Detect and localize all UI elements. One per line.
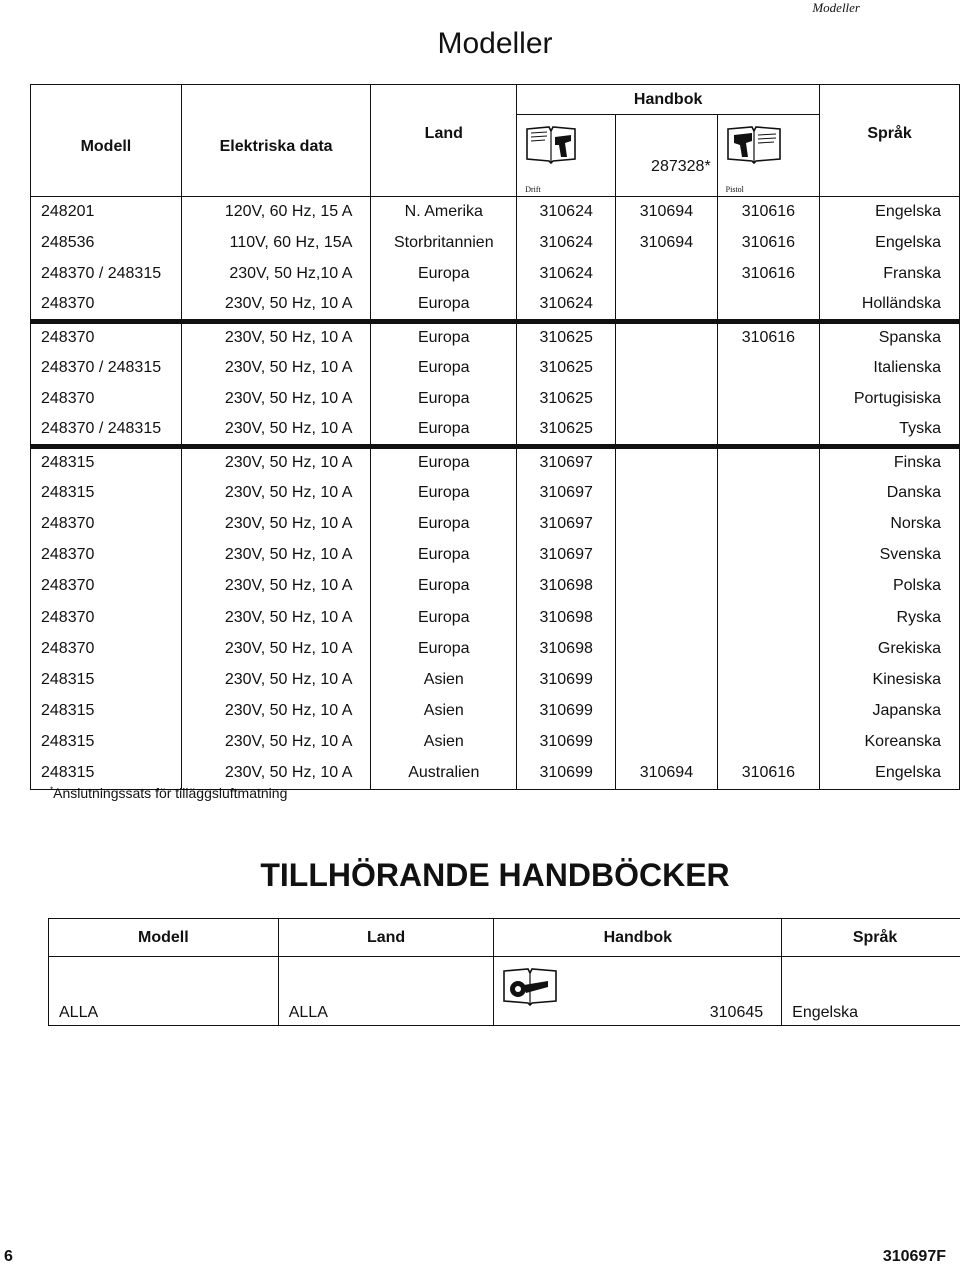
country-cell: Europa bbox=[371, 508, 517, 539]
manual-book-spraygun-icon bbox=[726, 123, 782, 167]
language-cell: Ryska bbox=[820, 602, 960, 633]
manual-cell: 310624 bbox=[517, 259, 616, 290]
manual-287328-cell bbox=[616, 571, 718, 602]
language-cell: Engelska bbox=[820, 228, 960, 259]
manual-287328-cell bbox=[616, 696, 718, 727]
manual-cell: 310624 bbox=[517, 290, 616, 321]
country-cell: Europa bbox=[371, 384, 517, 415]
manual-cell: 310699 bbox=[517, 664, 616, 695]
manual-cell: 310697 bbox=[517, 540, 616, 571]
electrical-cell: 230V, 50 Hz, 10 A bbox=[181, 571, 371, 602]
table-row bbox=[31, 571, 960, 602]
model-cell: 248370 bbox=[31, 633, 182, 664]
table-row bbox=[31, 664, 960, 695]
electrical-cell: 120V, 60 Hz, 15 A bbox=[181, 197, 371, 228]
related-manuals-table bbox=[48, 918, 960, 1026]
related-header-model: Modell bbox=[49, 919, 279, 957]
table-row bbox=[31, 727, 960, 758]
country-cell: N. Amerika bbox=[371, 197, 517, 228]
model-cell: 248370 bbox=[31, 602, 182, 633]
manual-pistol-cell bbox=[717, 727, 819, 758]
manual-pistol-cell bbox=[717, 477, 819, 508]
icon-caption-operation: Drift bbox=[525, 185, 541, 194]
country-cell: Europa bbox=[371, 290, 517, 321]
models-table bbox=[30, 84, 960, 790]
manual-287328-cell: 310694 bbox=[616, 197, 718, 228]
language-cell: Engelska bbox=[820, 758, 960, 789]
electrical-cell: 230V, 50 Hz, 10 A bbox=[181, 602, 371, 633]
electrical-cell: 230V, 50 Hz, 10 A bbox=[181, 664, 371, 695]
electrical-cell: 230V, 50 Hz, 10 A bbox=[181, 633, 371, 664]
models-table-body bbox=[31, 197, 960, 790]
table-row bbox=[31, 290, 960, 321]
manual-pistol-cell bbox=[717, 352, 819, 383]
manual-pistol-cell: 310616 bbox=[717, 259, 819, 290]
language-cell: Japanska bbox=[820, 696, 960, 727]
language-cell: Holländska bbox=[820, 290, 960, 321]
model-cell: 248315 bbox=[31, 758, 182, 789]
manual-287328-cell bbox=[616, 321, 718, 352]
manual-cell: 310699 bbox=[517, 758, 616, 789]
manual-287328-cell bbox=[616, 415, 718, 446]
electrical-cell: 230V, 50 Hz, 10 A bbox=[181, 352, 371, 383]
country-cell: Storbritannien bbox=[371, 228, 517, 259]
manual-cell: 310625 bbox=[517, 415, 616, 446]
manual-book-pump-icon bbox=[502, 965, 558, 1009]
manual-cell: 310625 bbox=[517, 384, 616, 415]
manual-287328-cell bbox=[616, 727, 718, 758]
section-title-related-manuals: TILLHÖRANDE HANDBÖCKER bbox=[260, 857, 730, 893]
language-cell: Finska bbox=[820, 446, 960, 477]
manual-cell: 310699 bbox=[517, 727, 616, 758]
country-cell: Asien bbox=[371, 664, 517, 695]
header-country: Land bbox=[371, 85, 517, 197]
electrical-cell: 230V, 50 Hz, 10 A bbox=[181, 758, 371, 789]
electrical-cell: 230V, 50 Hz, 10 A bbox=[181, 508, 371, 539]
manual-cell: 310625 bbox=[517, 321, 616, 352]
model-cell: 248370 bbox=[31, 571, 182, 602]
related-header-manual: Handbok bbox=[494, 919, 782, 957]
manual-pistol-cell bbox=[717, 664, 819, 695]
related-manual-cell bbox=[494, 957, 782, 1026]
language-cell: Grekiska bbox=[820, 633, 960, 664]
manual-cell: 310698 bbox=[517, 633, 616, 664]
country-cell: Europa bbox=[371, 446, 517, 477]
manual-pistol-cell: 310616 bbox=[717, 758, 819, 789]
language-cell: Portugisiska bbox=[820, 384, 960, 415]
related-header-language: Språk bbox=[782, 919, 960, 957]
electrical-cell: 230V, 50 Hz,10 A bbox=[181, 259, 371, 290]
manual-cell: 310699 bbox=[517, 696, 616, 727]
model-cell: 248370 bbox=[31, 321, 182, 352]
country-cell: Asien bbox=[371, 727, 517, 758]
manual-287328-cell: 310694 bbox=[616, 228, 718, 259]
table-row bbox=[31, 321, 960, 352]
manual-cell: 310697 bbox=[517, 477, 616, 508]
language-cell: Italienska bbox=[820, 352, 960, 383]
model-cell: 248315 bbox=[31, 664, 182, 695]
table-row bbox=[31, 602, 960, 633]
table-row bbox=[31, 540, 960, 571]
related-header-country: Land bbox=[278, 919, 494, 957]
model-cell: 248536 bbox=[31, 228, 182, 259]
manual-287328-cell bbox=[616, 477, 718, 508]
document-number: 310697F bbox=[882, 1248, 946, 1265]
country-cell: Europa bbox=[371, 321, 517, 352]
electrical-cell: 230V, 50 Hz, 10 A bbox=[181, 540, 371, 571]
manual-287328-cell bbox=[616, 259, 718, 290]
manual-287328-cell: 310694 bbox=[616, 758, 718, 789]
page-title: Modeller bbox=[437, 27, 553, 60]
manual-287328-cell bbox=[616, 540, 718, 571]
manual-287328-cell bbox=[616, 602, 718, 633]
table-row bbox=[31, 415, 960, 446]
model-cell: 248370 bbox=[31, 290, 182, 321]
manual-pistol-cell bbox=[717, 446, 819, 477]
electrical-cell: 230V, 50 Hz, 10 A bbox=[181, 384, 371, 415]
language-cell: Kinesiska bbox=[820, 664, 960, 695]
manual-pistol-cell bbox=[717, 571, 819, 602]
manual-pistol-cell bbox=[717, 540, 819, 571]
model-cell: 248315 bbox=[31, 696, 182, 727]
country-cell: Europa bbox=[371, 602, 517, 633]
header-icon-gun bbox=[717, 115, 819, 197]
manual-287328-cell bbox=[616, 352, 718, 383]
header-icon-operation bbox=[517, 115, 616, 197]
footnote-text: Anslutningssats för tilläggsluftmatning bbox=[53, 785, 288, 801]
manual-pistol-cell bbox=[717, 290, 819, 321]
manual-pistol-cell: 310616 bbox=[717, 197, 819, 228]
language-cell: Svenska bbox=[820, 540, 960, 571]
manual-pistol-cell bbox=[717, 508, 819, 539]
country-cell: Europa bbox=[371, 540, 517, 571]
manual-287328-cell bbox=[616, 633, 718, 664]
manual-pistol-cell: 310616 bbox=[717, 228, 819, 259]
manual-pistol-cell bbox=[717, 384, 819, 415]
table-row bbox=[31, 197, 960, 228]
table-row bbox=[31, 696, 960, 727]
country-cell: Europa bbox=[371, 477, 517, 508]
model-cell: 248201 bbox=[31, 197, 182, 228]
manual-287328-cell bbox=[616, 508, 718, 539]
manual-book-gun-icon bbox=[525, 123, 577, 167]
related-manual-number: 310645 bbox=[709, 1004, 764, 1021]
electrical-cell: 230V, 50 Hz, 10 A bbox=[181, 415, 371, 446]
header-language: Språk bbox=[820, 85, 960, 197]
table-row bbox=[31, 352, 960, 383]
manual-cell: 310624 bbox=[517, 197, 616, 228]
electrical-cell: 230V, 50 Hz, 10 A bbox=[181, 290, 371, 321]
country-cell: Europa bbox=[371, 352, 517, 383]
manual-cell: 310625 bbox=[517, 352, 616, 383]
manual-pistol-cell bbox=[717, 633, 819, 664]
manual-287328-cell bbox=[616, 290, 718, 321]
manual-pistol-cell: 310616 bbox=[717, 321, 819, 352]
manual-287328-cell bbox=[616, 446, 718, 477]
table-row bbox=[31, 477, 960, 508]
table-row bbox=[31, 228, 960, 259]
manual-cell: 310697 bbox=[517, 446, 616, 477]
manual-pistol-cell bbox=[717, 602, 819, 633]
model-cell: 248315 bbox=[31, 477, 182, 508]
electrical-cell: 230V, 50 Hz, 10 A bbox=[181, 696, 371, 727]
table-row bbox=[31, 508, 960, 539]
country-cell: Asien bbox=[371, 696, 517, 727]
manual-pistol-cell bbox=[717, 415, 819, 446]
table-row bbox=[31, 633, 960, 664]
country-cell: Europa bbox=[371, 571, 517, 602]
country-cell: Europa bbox=[371, 633, 517, 664]
header-electrical: Elektriska data bbox=[181, 85, 371, 197]
model-cell: 248315 bbox=[31, 446, 182, 477]
country-cell: Europa bbox=[371, 415, 517, 446]
manual-287328-cell bbox=[616, 664, 718, 695]
electrical-cell: 230V, 50 Hz, 10 A bbox=[181, 727, 371, 758]
electrical-cell: 230V, 50 Hz, 10 A bbox=[181, 446, 371, 477]
manual-cell: 310698 bbox=[517, 571, 616, 602]
manual-cell: 310624 bbox=[517, 228, 616, 259]
related-model: ALLA bbox=[49, 957, 279, 1026]
country-cell: Australien bbox=[371, 758, 517, 789]
footnote-marker: * bbox=[50, 785, 54, 795]
country-cell: Europa bbox=[371, 259, 517, 290]
manual-pistol-cell bbox=[717, 696, 819, 727]
language-cell: Tyska bbox=[820, 415, 960, 446]
language-cell: Norska bbox=[820, 508, 960, 539]
language-cell: Koreanska bbox=[820, 727, 960, 758]
related-row bbox=[49, 957, 960, 1026]
manual-cell: 310698 bbox=[517, 602, 616, 633]
header-model: Modell bbox=[31, 85, 182, 197]
icon-caption-gun: Pistol bbox=[725, 185, 744, 194]
model-cell: 248370 bbox=[31, 508, 182, 539]
model-cell: 248370 / 248315 bbox=[31, 415, 182, 446]
model-cell: 248370 / 248315 bbox=[31, 352, 182, 383]
language-cell: Spanska bbox=[820, 321, 960, 352]
manual-sub-number: 287328* bbox=[651, 158, 711, 175]
model-cell: 248370 bbox=[31, 384, 182, 415]
electrical-cell: 110V, 60 Hz, 15A bbox=[181, 228, 371, 259]
related-language: Engelska bbox=[782, 957, 960, 1026]
header-manual: Handbok bbox=[517, 85, 820, 115]
language-cell: Polska bbox=[820, 571, 960, 602]
manual-cell: 310697 bbox=[517, 508, 616, 539]
model-cell: 248370 / 248315 bbox=[31, 259, 182, 290]
electrical-cell: 230V, 50 Hz, 10 A bbox=[181, 477, 371, 508]
electrical-cell: 230V, 50 Hz, 10 A bbox=[181, 321, 371, 352]
language-cell: Danska bbox=[820, 477, 960, 508]
language-cell: Franska bbox=[820, 259, 960, 290]
related-country: ALLA bbox=[278, 957, 494, 1026]
language-cell: Engelska bbox=[820, 197, 960, 228]
table-row bbox=[31, 259, 960, 290]
manual-287328-cell bbox=[616, 384, 718, 415]
table-row bbox=[31, 446, 960, 477]
model-cell: 248315 bbox=[31, 727, 182, 758]
footnote bbox=[50, 785, 287, 801]
page-number: 6 bbox=[4, 1248, 13, 1265]
table-row bbox=[31, 384, 960, 415]
running-head: Modeller bbox=[812, 0, 860, 15]
model-cell: 248370 bbox=[31, 540, 182, 571]
header-manual-sub bbox=[616, 115, 718, 197]
